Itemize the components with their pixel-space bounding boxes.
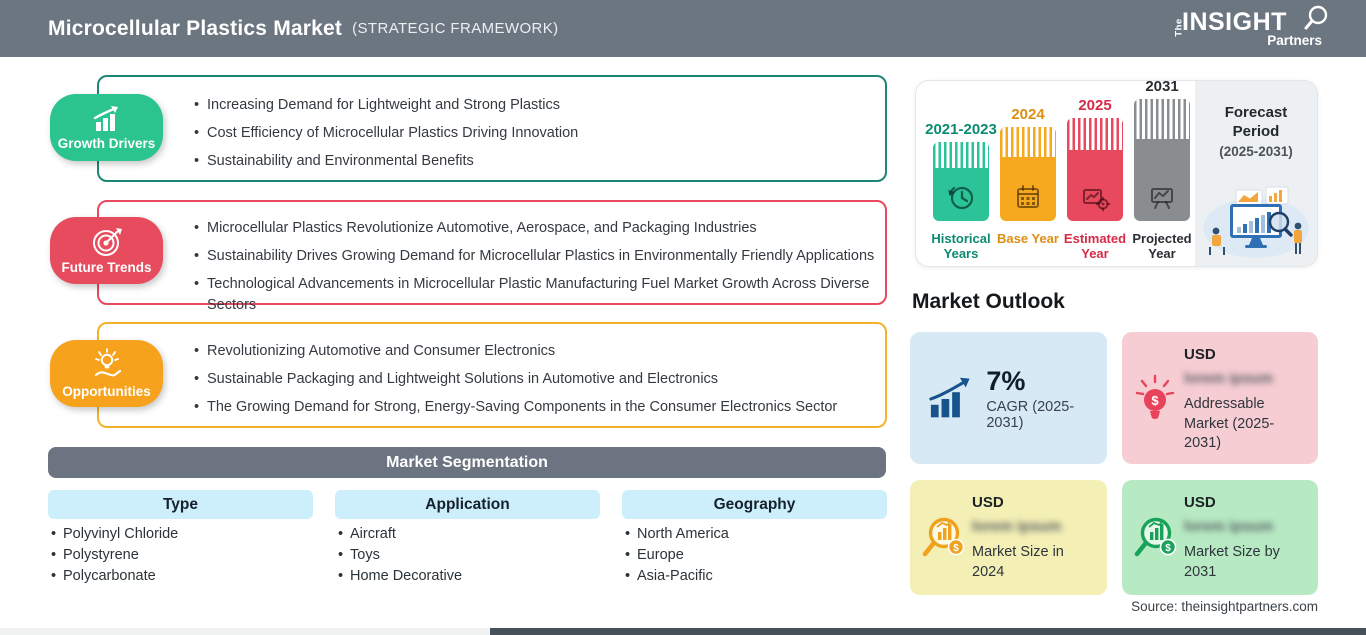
opportunities-box [97,322,887,428]
badge-label: Opportunities [62,384,151,399]
header-bar [0,0,1366,57]
bar-name-label: Projected Year [1132,231,1192,261]
bulb-hand-icon [89,348,125,382]
segment-header-geography: Geography [622,490,887,519]
market-outlook-title: Market Outlook [912,290,1065,313]
list-item: • Polyvinyl Chloride [50,524,178,545]
projection-screen-icon [1145,181,1179,215]
market-size-2024-card [910,480,1107,595]
list-item: • Polystyrene [50,545,178,566]
card-label: Market Size in 2024 [972,544,1064,580]
growth-chart-icon [89,104,125,134]
list-item: • Polycarbonate [50,566,178,587]
analysts-illustration [1200,184,1312,260]
bottom-strip-light [0,628,490,635]
cagr-text [986,366,1107,431]
future-trends-box [97,200,887,313]
page-subtitle: (STRATEGIC FRAMEWORK) [352,20,559,37]
bar-name-label: Estimated Year [1063,231,1127,261]
cagr-value: 7% [986,365,1026,396]
geography-list [624,524,729,587]
growth-drivers-badge [50,94,163,161]
blurred-value: lorem ipsum [1184,370,1274,387]
list-item: • Toys [337,545,462,566]
list-item: • Cost Efficiency of Microcellular Plastics Driving Innovation [193,123,883,144]
growth-drivers-list [193,77,883,179]
growth-drivers-box [97,75,887,182]
blurred-value: lorem ipsum [1184,518,1274,535]
forecast-timeline-panel [915,80,1318,267]
segment-header-application: Application [335,490,600,519]
list-item: • Sustainability and Environmental Benefits [193,151,883,172]
bar-stripes [1134,99,1190,139]
list-item: • The Growing Demand for Strong, Energy-Saving Components in the Consumer Electronics Sector [193,397,883,418]
estimate-chart-icon [1078,181,1112,215]
bottom-strip-dark [490,628,1366,635]
card-text [972,480,1094,582]
calendar-icon [1011,181,1045,215]
bar-year-label: 2025 [1078,97,1112,114]
bar-stripes [1000,127,1056,157]
future-trends-list [193,202,883,323]
list-item: • Revolutionizing Automotive and Consumer Electronics [193,341,883,362]
future-trends-badge [50,217,163,284]
currency-label: USD [1184,494,1216,511]
badge-label: Future Trends [61,260,152,275]
list-item: • Sustainability Drives Growing Demand for Microcellular Plastics in Environmentally Friendly Applications [193,246,883,267]
bar-stripes [1067,118,1123,150]
clock-icon [944,181,978,215]
list-item: • North America [624,524,729,545]
list-item: • Europe [624,545,729,566]
card-label: Market Size by 2031 [1184,544,1280,580]
forecast-period-range: (2025-2031) [1219,144,1293,159]
svg-text:$: $ [1165,542,1171,554]
list-item: • Home Decorative [337,566,462,587]
market-size-2031-card [1122,480,1318,595]
logo-insight: INSIGHT [1182,8,1287,36]
estimated-year-bar [1067,118,1123,221]
card-text [1184,332,1306,454]
currency-label: USD [1184,346,1216,363]
type-list [50,524,178,587]
segment-header-type: Type [48,490,313,519]
blurred-value: lorem ipsum [972,518,1062,535]
forecast-period-zone [1195,81,1317,266]
bar-year-label: 2024 [1011,106,1045,123]
opportunities-badge [50,340,163,407]
currency-label: USD [972,494,1004,511]
addressable-market-card [1122,332,1318,464]
application-list [337,524,462,587]
list-item: • Increasing Demand for Lightweight and Strong Plastics [193,95,883,116]
bar-year-label: 2031 [1145,78,1179,95]
list-item: • Technological Advancements in Microcellular Plastic Manufacturing Fuel Market Growth Across Diverse Sectors [193,274,883,316]
bar-year-label: 2021-2023 [925,121,997,138]
bar-name-label: Historical Years [931,231,991,261]
logo-the: The [1173,18,1185,37]
cagr-growth-icon [928,375,976,421]
opportunities-list [193,324,883,425]
list-item: • Asia-Pacific [624,566,729,587]
magnifier-chart-icon [920,511,972,565]
logo-partners: Partners [1267,33,1322,48]
target-icon [89,226,125,258]
magnifier-icon [1300,4,1330,34]
magnifier-chart-icon [1132,511,1184,565]
bulb-dollar-icon [1132,370,1178,426]
historical-years-bar [933,142,989,221]
list-item: • Aircraft [337,524,462,545]
card-label: Addressable Market (2025-2031) [1184,396,1275,451]
svg-text:$: $ [1151,393,1159,408]
bar-stripes [933,142,989,168]
bar-name-label: Base Year [997,231,1059,246]
card-text [1184,480,1306,582]
list-item: • Microcellular Plastics Revolutionize Automotive, Aerospace, and Packaging Industries [193,218,883,239]
page-title: Microcellular Plastics Market [48,16,343,40]
cagr-label: CAGR (2025-2031) [986,398,1075,431]
projected-year-bar [1134,99,1190,221]
cagr-card [910,332,1107,464]
forecast-period-title: Forecast Period [1224,104,1288,140]
badge-label: Growth Drivers [57,136,156,151]
market-segmentation-title: Market Segmentation [48,447,886,478]
base-year-bar [1000,127,1056,221]
source-attribution: Source: theinsightpartners.com [1131,599,1318,614]
list-item: • Sustainable Packaging and Lightweight Solutions in Automotive and Electronics [193,369,883,390]
svg-text:$: $ [953,542,959,554]
company-logo [1174,7,1332,51]
